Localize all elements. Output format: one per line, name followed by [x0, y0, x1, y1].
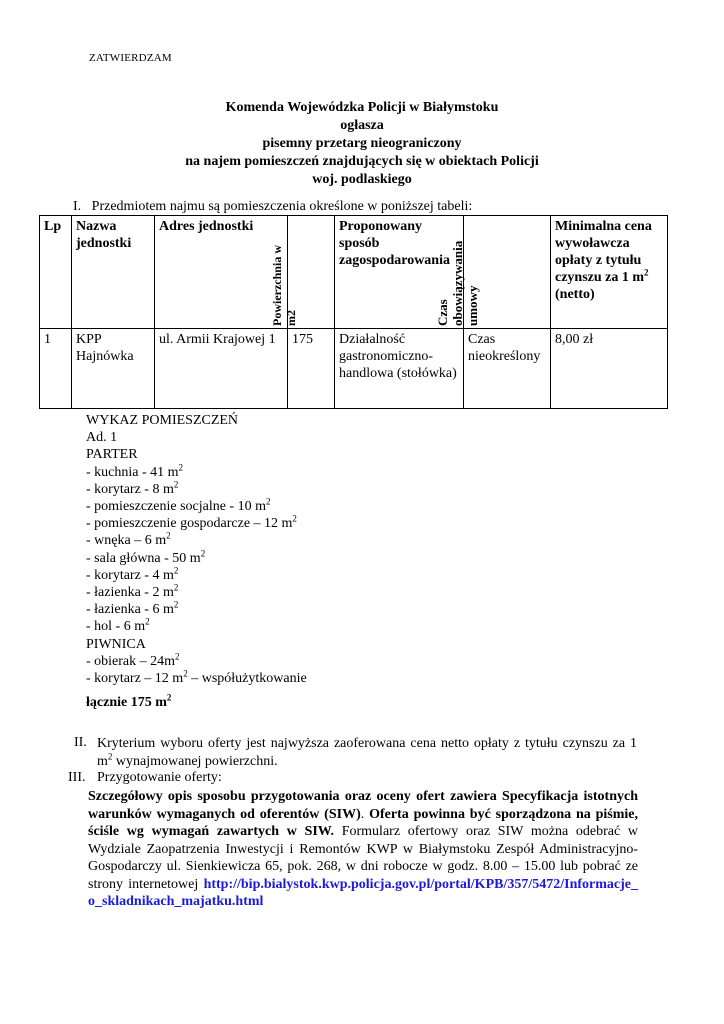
list-item: - kuchnia - 41 $m^2$: [86, 461, 184, 480]
list-item: - obierak – $24m^2$: [86, 651, 180, 669]
header-price: [551, 216, 668, 329]
rooms-total: łącznie 175 $m^2$: [86, 692, 172, 710]
list-item: - korytarz - 4 $m^2$: [86, 565, 179, 583]
section-1: [73, 199, 472, 215]
list-item: - pomieszczenie socjalne - 10 $m^2$: [86, 496, 271, 515]
heading-line-5: woj. podlaskiego: [312, 172, 412, 187]
list-item: - korytarz - 8 $m^2$: [86, 479, 179, 497]
section-3-body: Szczegółowy opis sposobu przygotowania oraz oceny ofert zawiera Specyfikacja istotnych warunków wymaganych od oferentów (SIW). Oferta powinna być sporządzona na piśmie, ściśle wg wymagań zawartych w SIW. Formularz ofertowy oraz SIW można odebrać w Wydziale Zaopatrzenia Inwestycji i Remontów KWP w Białymstoku Zespół Administracyjno-Gospodarczy ul. Sienkiewicza 65, pok. 268, w dni robocze w godz. 8.00 – 15.00 lub pobrać ze strony internetowej http://bip.bialystok.kwp.policja.gov.pl/portal/KPB/357/5472/Informacje_o_skladnikach_majatku.html: [88, 789, 638, 909]
section-2-text: Kryterium wyboru oferty jest najwyższa zaoferowana cena netto opłaty z tytułu czynszu za 1 $m^2$ wynajmowanej powierzchni.: [97, 736, 637, 769]
cell-purpose: Działalność gastronomiczno-handlowa (stołówka): [335, 329, 464, 409]
table-row: [40, 329, 668, 409]
section-3-bold-1: Szczegółowy opis sposobu przygotowania oraz oceny ofert zawiera Specyfikacja istotnych warunków wymaganych od oferentów (SIW): [88, 789, 638, 822]
list-item: - wnęka – 6 $m^2$: [86, 530, 171, 549]
section-1-text: Przedmiotem najmu są pomieszczenia określone w poniższej tabeli:: [91, 199, 473, 214]
cell-name: KPP Hajnówka: [72, 329, 155, 409]
approval-stamp-text: ZATWIERDZAM: [89, 52, 172, 64]
cell-address: ul. Armii Krajowej 1: [155, 329, 288, 409]
list-item: - sala główna - 50 $m^2$: [86, 547, 206, 566]
section-3-title: Przygotowanie oferty:: [97, 770, 222, 785]
header-price-netto: (netto): [555, 287, 595, 302]
announcement-heading: [0, 99, 724, 189]
rooms-list: [86, 412, 307, 687]
header-area: [270, 216, 335, 329]
header-term-text: Czas obowiązywania umowy: [435, 240, 480, 326]
header-address: Adres jednostki: [155, 216, 288, 329]
table-header-row: [40, 216, 668, 329]
section-1-number: I.: [73, 199, 82, 214]
heading-line-1: Komenda Wojewódzka Policji w Białymstoku: [225, 100, 499, 115]
section-2-number: II.: [74, 735, 87, 750]
header-purpose: Proponowany sposób zagospodarowania: [335, 216, 464, 329]
cell-price: 8,00 zł: [551, 329, 668, 409]
header-lp: Lp: [40, 216, 72, 329]
section-3-number: III.: [68, 770, 86, 785]
heading-line-2: ogłasza: [340, 118, 384, 133]
cell-term: Czas nieokreślony: [464, 329, 551, 409]
premises-table: [39, 215, 668, 409]
header-term: [435, 216, 551, 329]
heading-line-3: pisemny przetarg nieograniczony: [262, 136, 462, 151]
basement-label: PIWNICA: [86, 636, 146, 652]
section-3-bold-2: Oferta powinna być sporządzona na piśmie, ściśle wg wymagań zawartych w SIW.: [88, 806, 638, 839]
list-item: - korytarz – 12 $m^2$ – współużytkowanie: [86, 668, 307, 687]
rooms-title: WYKAZ POMIESZCZEŃ: [86, 413, 239, 428]
heading-line-4: na najem pomieszczeń znajdujących się w obiektach Policji: [185, 154, 539, 169]
rooms-ad: Ad. 1: [86, 430, 118, 446]
list-item: - pomieszczenie gospodarcze – 12 $m^2$: [86, 513, 297, 532]
list-item: - hol - 6 $m^2$: [86, 616, 150, 635]
cell-area: 175: [288, 329, 335, 409]
header-price-text: Minimalna cena wywoławcza opłaty z tytułu czynszu za 1 m: [555, 219, 652, 285]
header-name: Nazwa jednostki: [72, 216, 155, 329]
list-item: - łazienka - 2 $m^2$: [86, 582, 179, 601]
header-price-superscript: 2: [644, 267, 649, 278]
cell-lp: 1: [40, 329, 72, 409]
bip-link[interactable]: http://bip.bialystok.kwp.policja.gov.pl/portal/KPB/357/5472/Informacje_o_skladnikach_majatku.html: [88, 876, 638, 909]
list-item: - łazienka - 6 $m^2$: [86, 599, 179, 618]
header-area-text: Powierzchnia w m2: [270, 245, 298, 326]
ground-floor-label: PARTER: [86, 447, 138, 463]
